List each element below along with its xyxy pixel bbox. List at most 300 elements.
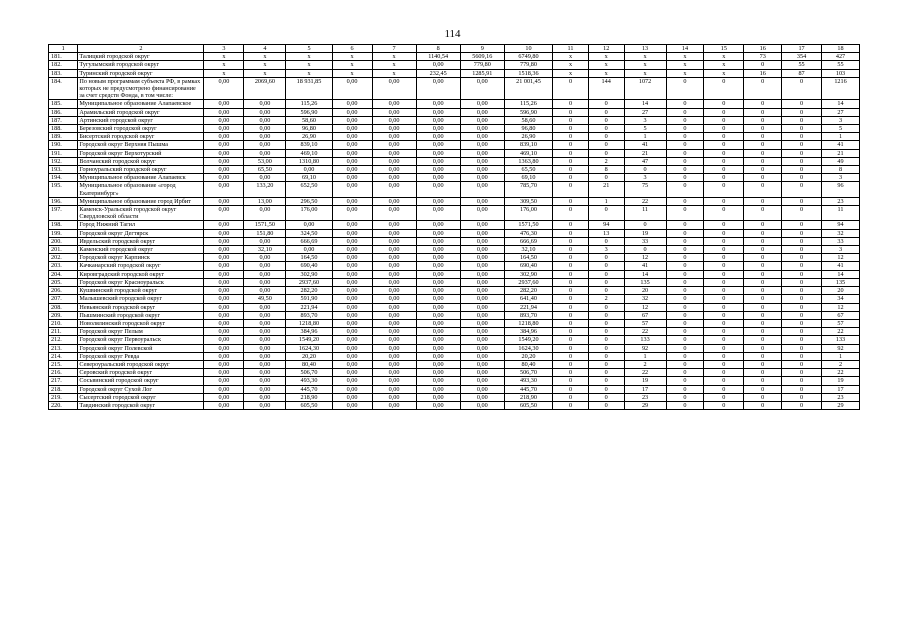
table-cell: 0,00 [416,77,460,100]
table-cell: 19 [624,229,666,237]
table-cell: 0 [666,108,704,116]
table-cell: 0,00 [204,166,244,174]
table-cell: 5 [822,125,860,133]
table-cell: 0,00 [460,174,504,182]
table-row [49,319,860,327]
table-cell: 0 [744,295,782,303]
table-cell: 0,00 [244,125,286,133]
table-cell: 0,00 [372,221,416,229]
table-cell: 0 [588,125,624,133]
table-cell: 0,00 [416,100,460,108]
table-cell: 21 [822,149,860,157]
table-cell: 17 [822,385,860,393]
table-cell: 0 [782,133,822,141]
table-cell: 0,00 [372,344,416,352]
table-cell: 0 [666,311,704,319]
row-number-cell: 182. [49,61,78,69]
row-name-cell: Кушвинский городской округ [78,287,204,295]
column-header: 5 [286,45,332,53]
table-cell: 0 [553,295,589,303]
table-cell: 0 [744,287,782,295]
table-cell: 0 [553,221,589,229]
table-cell: 11 [624,206,666,221]
row-name-cell: Березовский городской округ [78,125,204,133]
table-cell: 1571,50 [244,221,286,229]
row-number-cell: 198. [49,221,78,229]
table-cell: x [553,69,589,77]
table-cell: 0 [588,393,624,401]
row-number-cell: 181. [49,53,78,61]
table-cell: 0,00 [416,319,460,327]
row-name-cell: Каменский городской округ [78,246,204,254]
table-cell: 0 [588,369,624,377]
row-name-cell: Городской округ Красноуральск [78,278,204,286]
table-cell: 0 [553,377,589,385]
table-cell: x [204,61,244,69]
table-cell: 34 [822,295,860,303]
table-cell: 779,80 [504,61,552,69]
table-cell: x [666,53,704,61]
table-cell: 0 [704,287,744,295]
table-cell: 0 [666,182,704,197]
table-cell: 20,20 [504,352,552,360]
table-cell: 0,00 [332,141,372,149]
table-cell: 0,00 [416,61,460,69]
table-cell: 0 [782,401,822,409]
table-cell: 506,70 [504,369,552,377]
column-header: 4 [244,45,286,53]
table-cell: 0 [553,229,589,237]
table-cell: 164,50 [286,254,332,262]
table-cell: 0,00 [460,246,504,254]
table-cell: 0 [666,166,704,174]
table-cell: 0,00 [372,174,416,182]
table-cell: 75 [624,182,666,197]
table-cell: 92 [624,344,666,352]
table-cell: 0,00 [460,254,504,262]
table-row [49,287,860,295]
row-number-cell: 195. [49,182,78,197]
table-cell: 0 [588,237,624,245]
table-cell: 0,00 [460,133,504,141]
table-cell: 0,00 [204,229,244,237]
table-cell: 0,00 [372,133,416,141]
table-cell: 0 [666,262,704,270]
table-cell: 0,00 [332,125,372,133]
row-number-cell: 200. [49,237,78,245]
table-cell: 0,00 [372,303,416,311]
table-cell: 596,90 [504,108,552,116]
table-cell: 96,80 [286,125,332,133]
table-cell: 0 [744,206,782,221]
page-number: 114 [444,28,461,40]
table-cell: 0,00 [204,133,244,141]
table-cell: 13 [588,229,624,237]
table-row [49,77,860,100]
table-cell: 0 [782,352,822,360]
table-cell: 0,00 [460,197,504,205]
table-cell: 0 [704,254,744,262]
table-cell: 445,70 [286,385,332,393]
table-cell: 666,69 [504,237,552,245]
table-cell: 0,00 [460,336,504,344]
table-cell: 12 [624,303,666,311]
table-cell: 0,00 [244,344,286,352]
row-number-cell: 214. [49,352,78,360]
table-cell: 55 [782,61,822,69]
table-cell: 0 [666,197,704,205]
table-cell: 839,10 [286,141,332,149]
table-cell: 0 [744,369,782,377]
table-cell: 0 [744,182,782,197]
table-row [49,116,860,124]
table-cell: 0 [782,149,822,157]
table-cell: 0,00 [372,246,416,254]
table-cell: 0,00 [460,360,504,368]
table-cell: 0 [744,262,782,270]
table-cell: 0 [744,141,782,149]
table-cell: 0,00 [332,221,372,229]
table-cell: 0,00 [372,254,416,262]
table-row [49,401,860,409]
table-cell: 0,00 [332,116,372,124]
table-cell: 1 [822,352,860,360]
table-cell: 1363,80 [504,157,552,165]
table-cell: 0,00 [416,221,460,229]
table-cell: 296,50 [286,197,332,205]
table-cell: 0,00 [416,352,460,360]
table-cell: 0 [782,278,822,286]
row-number-cell: 197. [49,206,78,221]
table-cell: 0 [553,125,589,133]
row-name-cell: Пышминский городской округ [78,311,204,319]
table-cell: 1549,20 [504,336,552,344]
table-cell: 0,00 [460,206,504,221]
table-cell: 0,00 [416,141,460,149]
table-cell: 0,00 [416,369,460,377]
table-cell: 0 [588,174,624,182]
table-cell: 0 [588,319,624,327]
table-cell: 0 [704,133,744,141]
table-cell: 0,00 [244,385,286,393]
table-cell: 0 [553,352,589,360]
table-cell: 0 [704,206,744,221]
table-cell: 0 [704,344,744,352]
table-cell: 94 [588,221,624,229]
table-cell: x [244,69,286,77]
row-name-cell: Муниципальное образование Алапаевск [78,174,204,182]
column-header: 3 [204,45,244,53]
row-name-cell: Городской округ Первоуральск [78,336,204,344]
table-cell: 0,00 [460,270,504,278]
table-cell: 2937,60 [286,278,332,286]
table-cell: 0 [704,303,744,311]
row-name-cell: Городской округ Верхотурский [78,149,204,157]
table-cell: 3 [822,116,860,124]
table-cell: 0,00 [416,278,460,286]
row-name-cell: Городской округ Верхняя Пышма [78,141,204,149]
table-cell: 0 [553,77,589,100]
row-number-cell: 204. [49,270,78,278]
table-cell: 785,70 [504,182,552,197]
table-cell: x [332,61,372,69]
table-cell: x [286,61,332,69]
table-cell: 0 [553,336,589,344]
row-number-cell: 190. [49,141,78,149]
table-cell: 282,20 [286,287,332,295]
row-number-cell: 193. [49,166,78,174]
table-cell: 0 [704,311,744,319]
table-cell: 94 [822,221,860,229]
table-cell: 0 [553,108,589,116]
table-cell: 0,00 [416,229,460,237]
table-cell: 0 [553,174,589,182]
table-row [49,344,860,352]
table-cell: 49,50 [244,295,286,303]
table-row [49,174,860,182]
table-cell: 12 [624,254,666,262]
table-cell: 2 [588,157,624,165]
table-cell: 0,00 [416,116,460,124]
table-cell: 0 [553,287,589,295]
table-cell: 41 [822,262,860,270]
table-cell: 22 [624,369,666,377]
table-cell: 0 [782,197,822,205]
table-cell: 41 [624,141,666,149]
table-cell: 0,00 [204,319,244,327]
table-cell: 0 [744,385,782,393]
table-cell: 0 [666,278,704,286]
table-cell: 133 [822,336,860,344]
table-cell: 0,00 [204,182,244,197]
column-header: 10 [504,45,552,53]
table-cell: 0 [782,116,822,124]
table-cell: 0 [588,377,624,385]
table-cell: 0 [704,377,744,385]
table-cell: 0,00 [416,149,460,157]
table-cell: 14 [822,100,860,108]
table-cell: 1624,30 [286,344,332,352]
row-number-cell: 213. [49,344,78,352]
table-cell: 14 [624,100,666,108]
table-cell: 0,00 [460,295,504,303]
table-cell: 0,00 [244,237,286,245]
column-header: 7 [372,45,416,53]
table-cell: 0 [704,149,744,157]
table-row [49,69,860,77]
row-number-cell: 218. [49,385,78,393]
table-cell: 0 [666,206,704,221]
table-cell: 309,50 [504,197,552,205]
row-name-cell: Серовский городской округ [78,369,204,377]
table-cell: x [244,53,286,61]
table-cell: 0,00 [372,157,416,165]
table-cell: 0 [553,254,589,262]
table-cell: 0,00 [416,206,460,221]
table-cell: 0 [782,100,822,108]
table-cell: 0 [744,237,782,245]
table-cell: 0,00 [332,360,372,368]
table-cell: 176,00 [504,206,552,221]
table-cell: 0,00 [372,237,416,245]
table-cell: 0,00 [460,182,504,197]
table-cell: 0,00 [460,328,504,336]
table-cell: 0 [666,116,704,124]
table-cell: 0 [666,369,704,377]
table-cell: 0 [624,221,666,229]
table-row [49,303,860,311]
table-cell: 0,00 [416,360,460,368]
table-cell: 0,00 [416,133,460,141]
table-cell: 0 [588,133,624,141]
table-cell: 0,00 [416,125,460,133]
column-header: 18 [822,45,860,53]
table-cell: 29 [624,401,666,409]
table-cell: 0,00 [460,385,504,393]
table-cell: 135 [624,278,666,286]
table-cell: 0,00 [332,206,372,221]
table-cell: 0,00 [416,270,460,278]
table-cell: 0,00 [332,229,372,237]
table-cell: 0 [553,116,589,124]
table-cell: 0,00 [204,303,244,311]
table-cell: 0 [782,125,822,133]
table-cell: x [553,53,589,61]
table-cell: 0,00 [372,141,416,149]
row-number-cell: 191. [49,149,78,157]
table-cell: 0 [666,141,704,149]
table-cell: 0 [782,141,822,149]
table-cell: 0,00 [244,328,286,336]
table-cell: 0 [704,221,744,229]
table-cell: 0,00 [204,197,244,205]
table-cell: 0 [553,401,589,409]
column-header: 2 [78,45,204,53]
table-cell: 0,00 [460,116,504,124]
table-cell: 0 [553,157,589,165]
table-cell: 0 [744,303,782,311]
table-cell: 0 [782,270,822,278]
table-cell: 0 [744,401,782,409]
table-cell: 0,00 [244,149,286,157]
table-cell: 0,00 [460,401,504,409]
row-number-cell: 216. [49,369,78,377]
table-cell: 0,00 [460,108,504,116]
row-number-cell: 220. [49,401,78,409]
table-cell: 26,90 [286,133,332,141]
row-number-cell: 192. [49,157,78,165]
table-cell: 0,00 [332,133,372,141]
table-cell: 0,00 [416,328,460,336]
table-cell: x [553,61,589,69]
table-cell: 0,00 [372,385,416,393]
table-cell: 0,00 [372,149,416,157]
table-cell: 0,00 [244,360,286,368]
table-cell: 0,00 [204,237,244,245]
table-cell: 0 [588,100,624,108]
table-cell: 0 [666,287,704,295]
table-cell: 0 [704,352,744,360]
table-row [49,254,860,262]
table-cell: 0,00 [332,254,372,262]
table-cell: 0,00 [416,401,460,409]
table-cell: 0,00 [460,287,504,295]
table-row [49,262,860,270]
table-cell: 176,00 [286,206,332,221]
table-cell: 0 [704,246,744,254]
table-cell: 0,00 [372,377,416,385]
table-cell: 0 [744,166,782,174]
table-cell: 0,00 [460,237,504,245]
table-cell: x [372,61,416,69]
table-cell: 0 [553,303,589,311]
table-cell: 0 [553,369,589,377]
table-cell: x [588,53,624,61]
table-cell: 20 [624,287,666,295]
table-cell: 0 [553,278,589,286]
table-cell: 427 [822,53,860,61]
table-cell: 0 [666,328,704,336]
table-cell: 0,00 [460,141,504,149]
table-cell: 0,00 [204,360,244,368]
table-cell: 20,20 [286,352,332,360]
table-cell: 0,00 [244,393,286,401]
table-cell: 0 [704,166,744,174]
table-cell: 0,00 [332,166,372,174]
table-cell: 0,00 [204,295,244,303]
table-cell: 0 [744,393,782,401]
table-cell: 0 [553,237,589,245]
table-cell: 0,00 [372,311,416,319]
table-cell: 0 [744,229,782,237]
table-cell: 0,00 [460,352,504,360]
table-cell: 0,00 [416,303,460,311]
table-cell: 0 [744,61,782,69]
table-cell: 1 [624,133,666,141]
table-cell: 0 [782,166,822,174]
table-cell: 0 [704,262,744,270]
table-cell: 0,00 [460,262,504,270]
table-row [49,237,860,245]
table-cell: 221,94 [286,303,332,311]
table-cell: 0,00 [204,336,244,344]
table-cell: 0 [666,303,704,311]
table-cell: 0 [553,133,589,141]
table-cell: 218,90 [504,393,552,401]
table-cell: 16 [744,69,782,77]
table-cell: 0 [744,278,782,286]
table-cell: 0,00 [204,344,244,352]
table-cell: 0 [744,197,782,205]
data-table [48,44,860,410]
table-cell: 0,00 [204,377,244,385]
table-cell: 0 [704,360,744,368]
table-cell: 0,00 [416,254,460,262]
table-row [49,221,860,229]
table-cell: 0,00 [244,352,286,360]
table-row [49,385,860,393]
row-name-cell: Бисертский городской округ [78,133,204,141]
row-name-cell: Муниципальное образование Алапаевское [78,100,204,108]
table-cell: 476,30 [504,229,552,237]
table-cell: 0 [553,319,589,327]
table-cell: x [286,69,332,77]
row-name-cell: Горноуральский городской округ [78,166,204,174]
table-cell: 0,00 [204,206,244,221]
table-cell: 0,00 [460,166,504,174]
row-number-cell: 199. [49,229,78,237]
table-row [49,246,860,254]
